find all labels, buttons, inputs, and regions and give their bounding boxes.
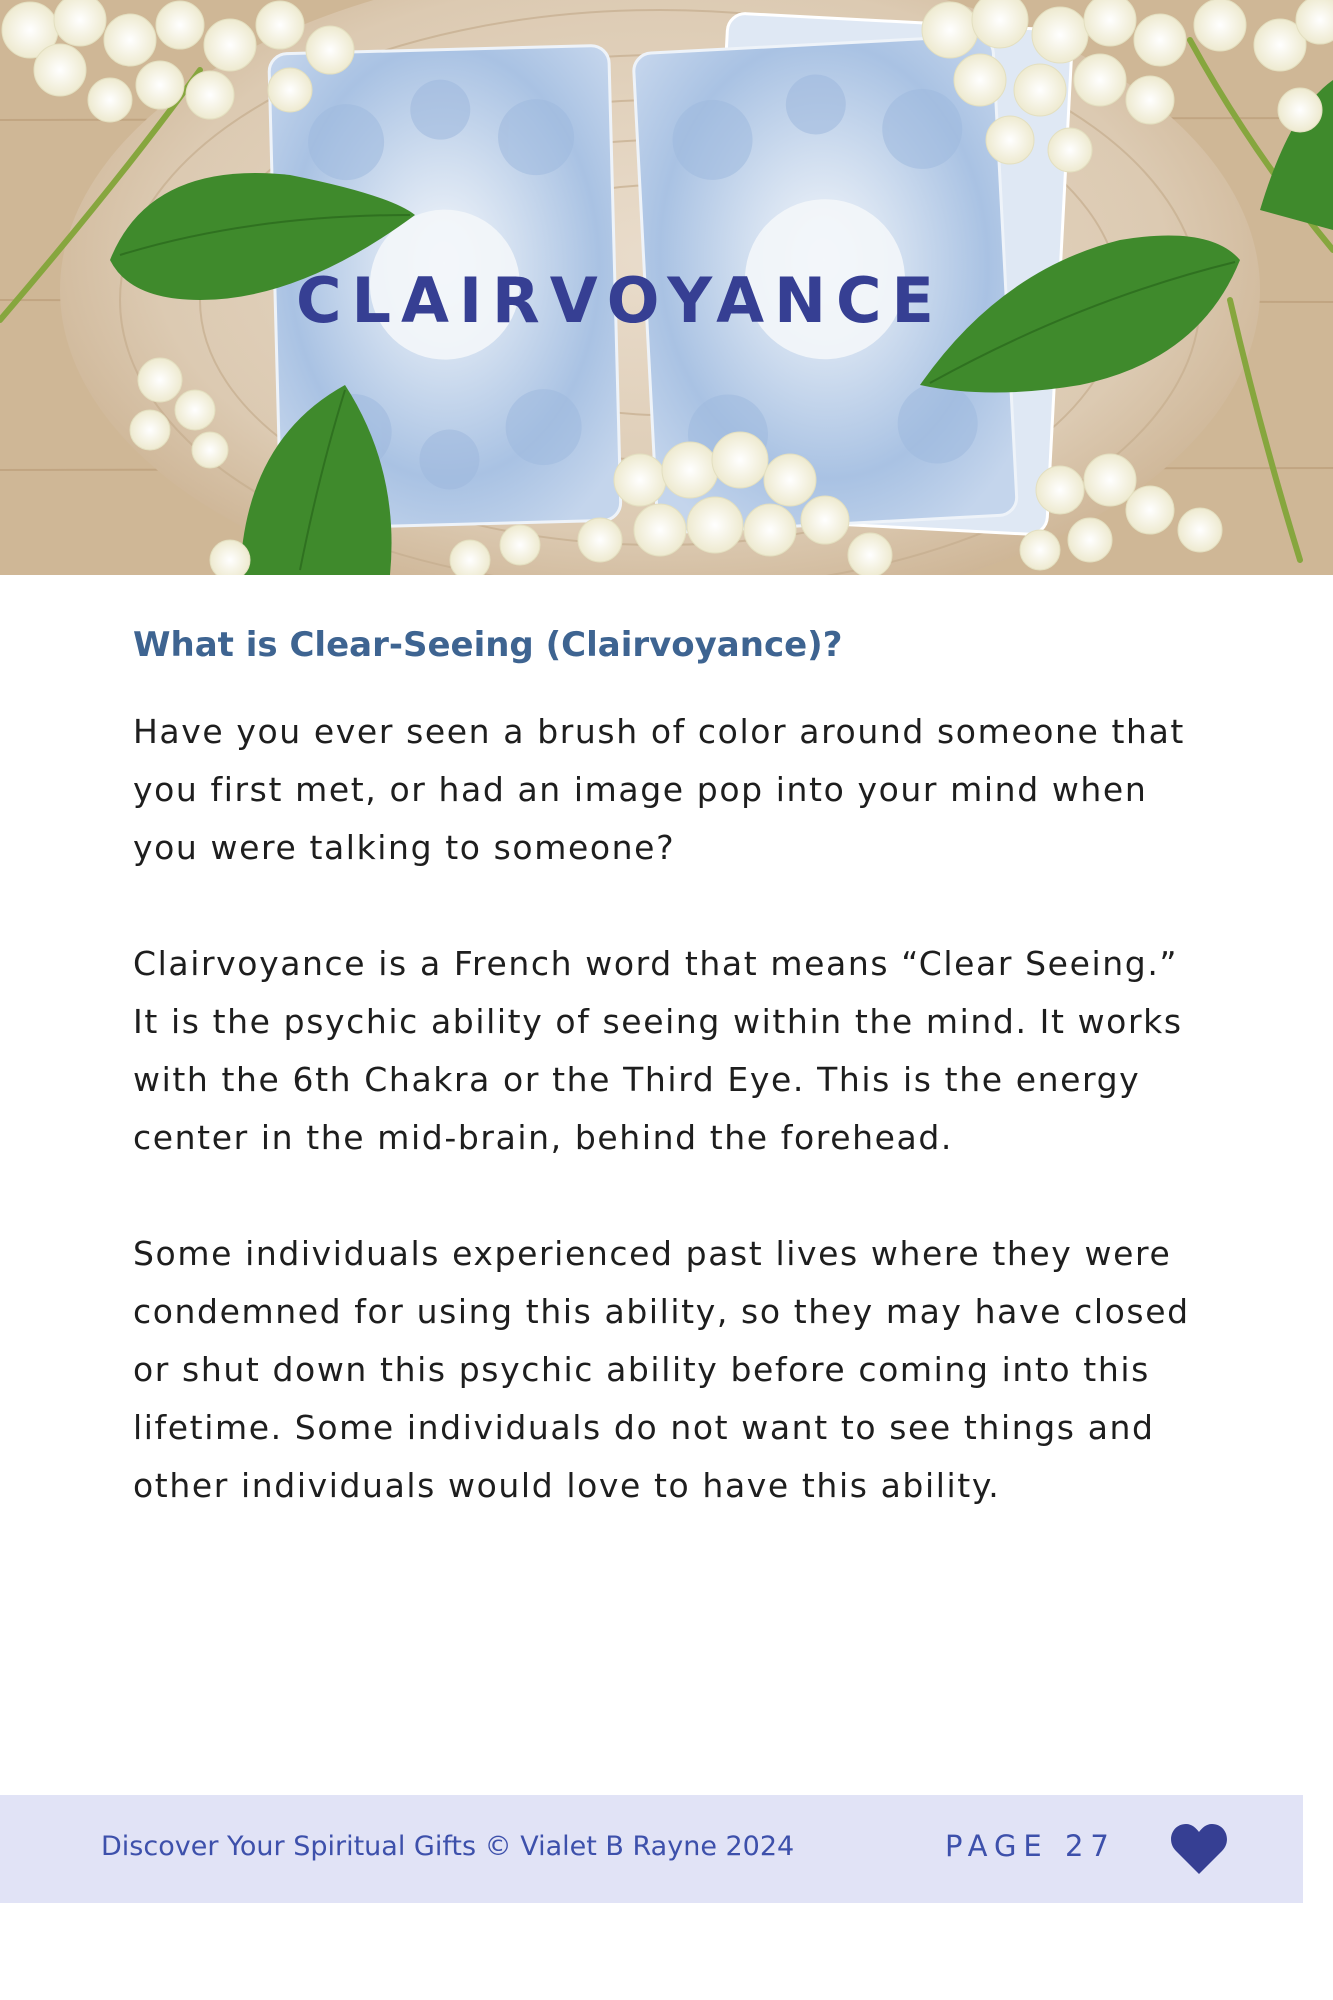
paragraph-3: Some individuals experienced past lives where they were condemned for using this ability, so they may have closed or shut down this psychic ability before coming into this lifetime. Some individuals do not want to see things and other individuals would love to have this ability.	[133, 1234, 1190, 1505]
footer-bar	[0, 1795, 1303, 1903]
section-heading: What is Clear-Seeing (Clairvoyance)?	[133, 625, 843, 665]
hero-banner	[0, 0, 1333, 575]
paragraph-1: Have you ever seen a brush of color around someone that you first met, or had an image pop into your mind when you were talking to someone?	[133, 712, 1185, 867]
footer-credit: Discover Your Spiritual Gifts © Vialet B Rayne 2024	[101, 1831, 795, 1862]
article-body	[133, 615, 1213, 1515]
paragraph-2: Clairvoyance is a French word that means “Clear Seeing.” It is the psychic ability of seeing within the mind. It works with the 6th Chakra or the Third Eye. This is the energy center in the mid-brain, behind the forehead.	[133, 944, 1183, 1157]
page-title: CLAIRVOYANCE	[296, 264, 944, 337]
page-number: PAGE 27	[945, 1829, 1116, 1863]
heart-icon	[1170, 1822, 1228, 1876]
